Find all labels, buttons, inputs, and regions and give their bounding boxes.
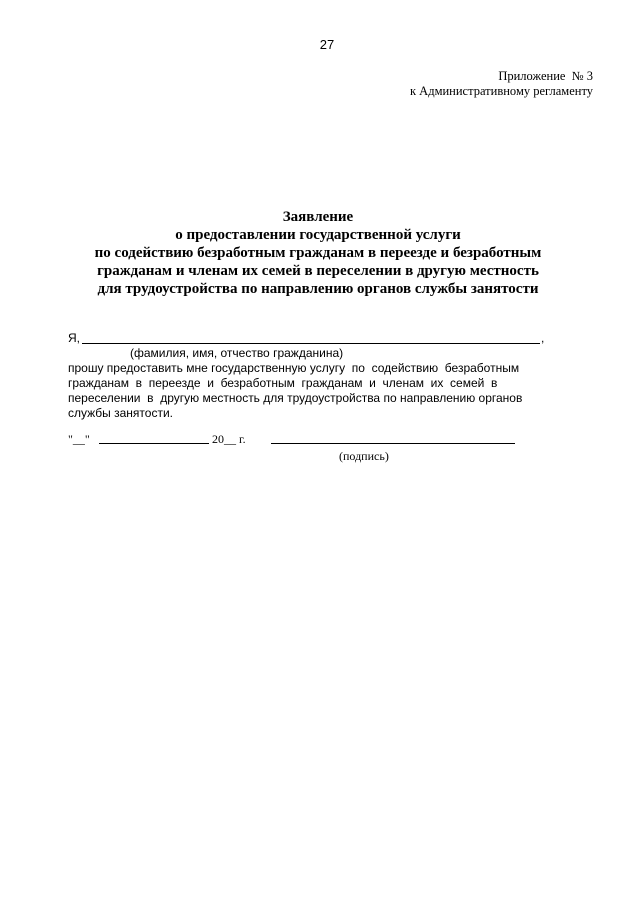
paragraph-line: прошу предоставить мне государственную услугу по содействию безработным xyxy=(68,361,520,375)
date-year-blank: 20__ г. xyxy=(212,432,246,446)
appendix-reference: к Административному регламенту xyxy=(409,84,593,98)
page-number: 27 xyxy=(319,37,335,52)
title-line: о предоставлении государственной услуги xyxy=(175,227,461,243)
paragraph-line: гражданам в переезде и безработным гражданам и членам их семей в xyxy=(68,376,498,390)
signature-caption: (подпись) xyxy=(339,449,389,463)
title-line: Заявление xyxy=(282,209,354,225)
title-line: гражданам и членам их семей в переселении в другую местность xyxy=(97,263,539,279)
date-month-blank xyxy=(99,443,209,444)
applicant-name-blank xyxy=(82,343,540,344)
paragraph-line: службы занятости. xyxy=(68,406,173,420)
date-day-blank: "__" xyxy=(68,432,90,446)
appendix-number: Приложение № 3 xyxy=(498,69,593,83)
signature-blank xyxy=(271,443,515,444)
request-paragraph xyxy=(68,361,522,421)
title-line: для трудоустройства по направлению органов службы занятости xyxy=(97,281,539,297)
document-title xyxy=(0,208,636,298)
applicant-suffix: , xyxy=(541,331,545,345)
applicant-name-caption: (фамилия, имя, отчество гражданина) xyxy=(130,346,344,360)
title-line: по содействию безработным гражданам в переезде и безработным xyxy=(94,245,542,261)
paragraph-line: переселении в другую местность для трудоустройства по направлению органов xyxy=(68,391,523,405)
applicant-prefix: Я, xyxy=(68,331,80,345)
